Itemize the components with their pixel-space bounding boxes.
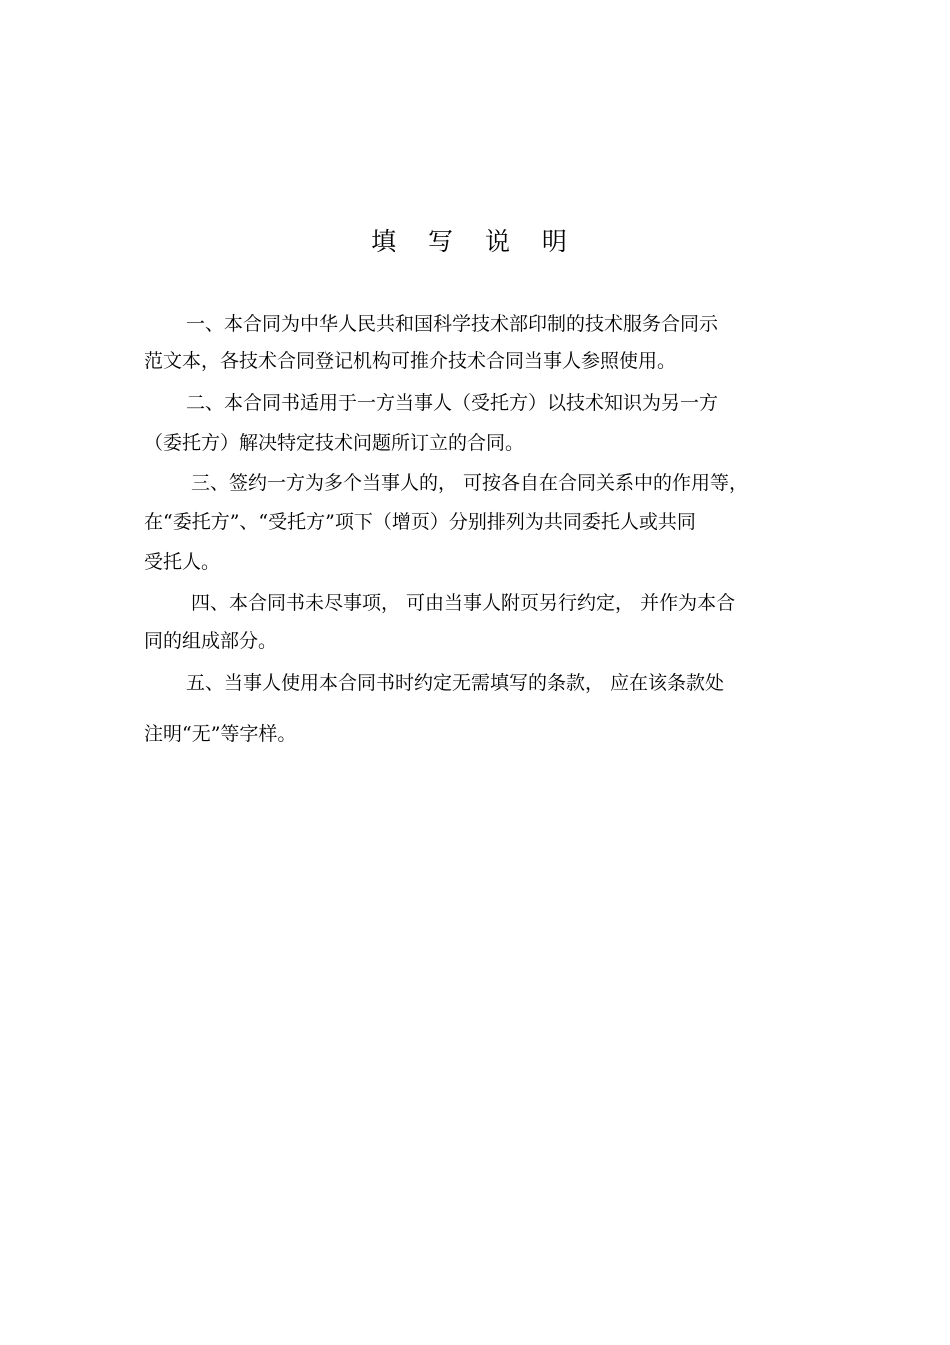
- instruction-5-line-2: 注明“无”等字样。: [144, 723, 297, 745]
- instruction-4-line-1: 四、本合同书未尽事项， 可由当事人附页另行约定， 并作为本合: [191, 592, 736, 614]
- page-title: 填 写 说 明: [371, 227, 579, 256]
- instruction-3-line-3: 受托人。: [144, 551, 221, 573]
- instruction-1-line-2: 范文本，各技术合同登记机构可推介技术合同当事人参照使用。: [144, 350, 677, 372]
- instruction-2-line-2: （委托方）解决特定技术问题所订立的合同。: [144, 432, 525, 454]
- instruction-1-line-1: 一、本合同为中华人民共和国科学技术部印制的技术服务合同示: [186, 313, 719, 335]
- instruction-2-line-1: 二、本合同书适用于一方当事人（受托方）以技术知识为另一方: [186, 392, 719, 414]
- instruction-5-line-1: 五、当事人使用本合同书时约定无需填写的条款， 应在该条款处: [186, 672, 725, 694]
- instruction-3-line-2: 在“委托方”、“受托方”项下（增页）分别排列为共同委托人或共同: [144, 511, 696, 533]
- instruction-3-line-1: 三、签约一方为多个当事人的， 可按各自在合同关系中的作用等，: [191, 472, 749, 494]
- instruction-4-line-2: 同的组成部分。: [144, 630, 278, 652]
